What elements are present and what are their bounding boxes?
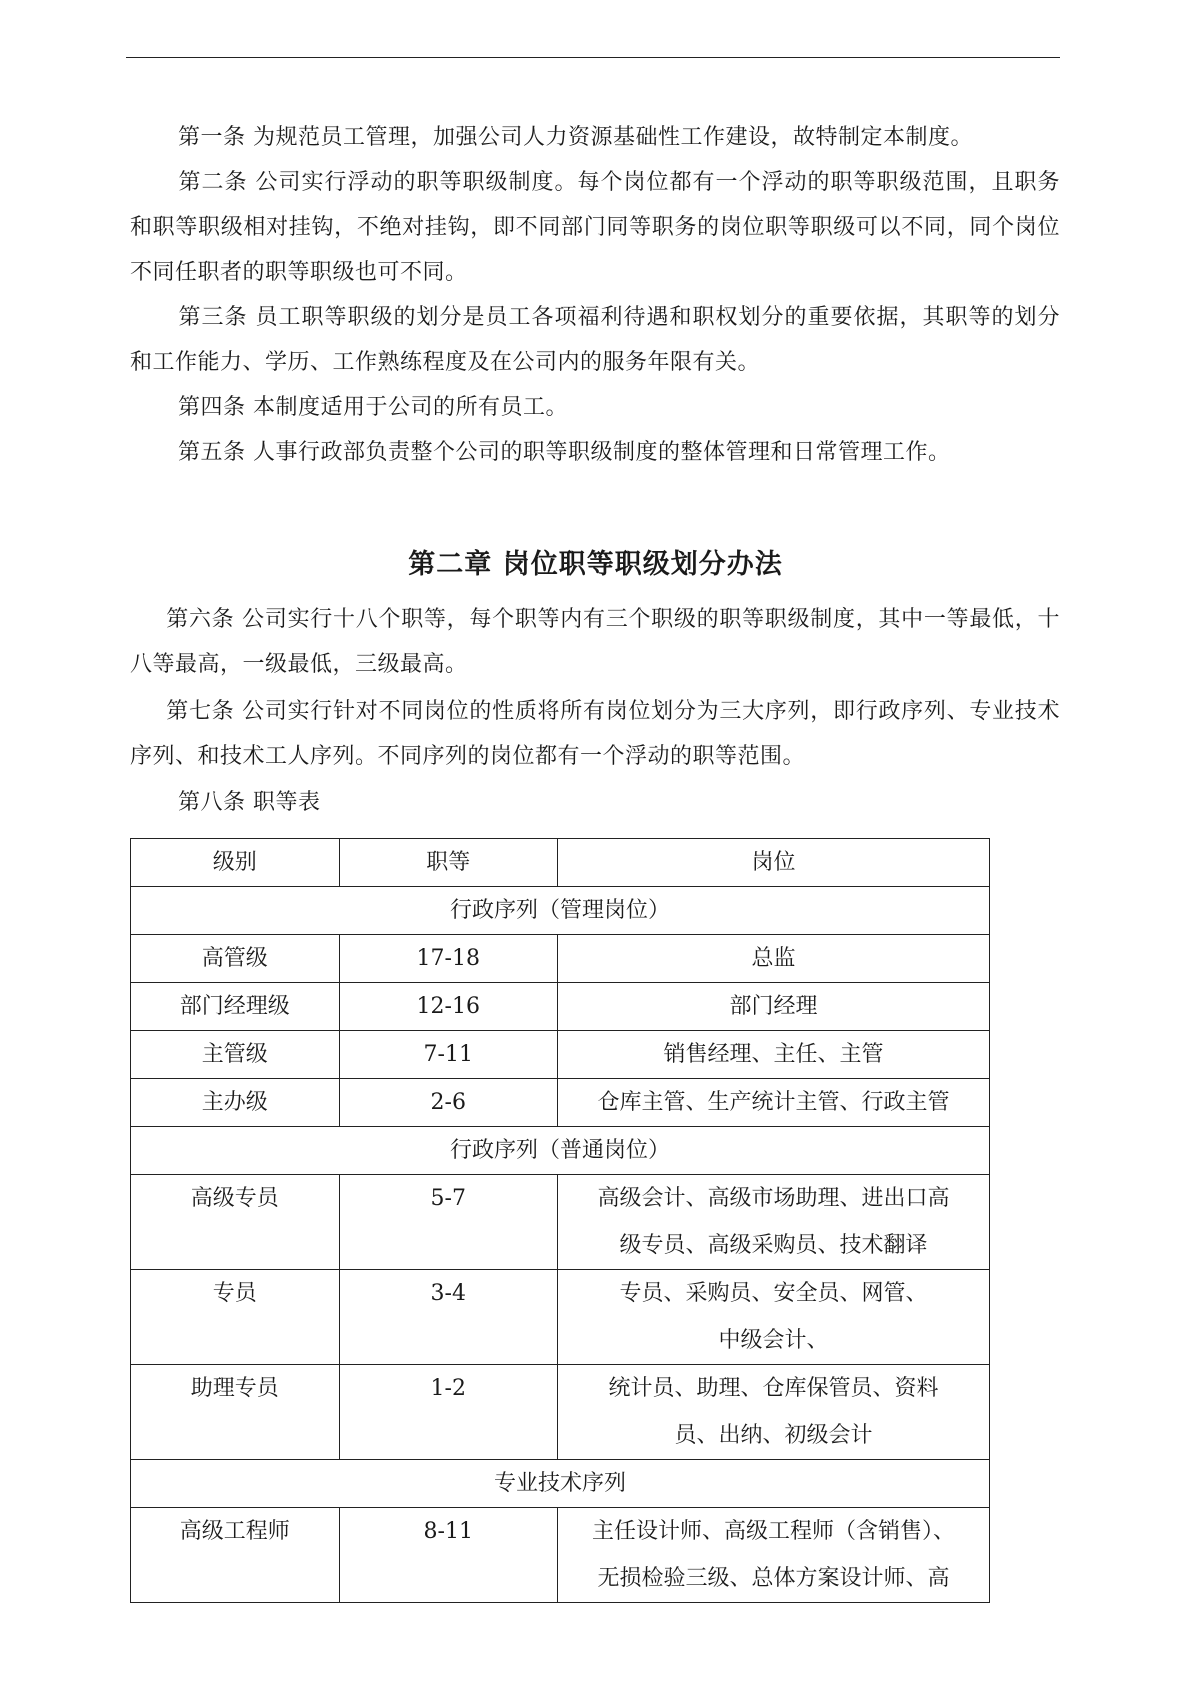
- post-line: 员、出纳、初级会计: [674, 1423, 873, 1448]
- table-row: [131, 1079, 990, 1127]
- cell-level: 高管级: [131, 935, 340, 983]
- header-grade: 职等: [339, 839, 558, 887]
- article-8: 第八条 职等表: [178, 790, 321, 815]
- post-line: 部门经理: [729, 994, 818, 1019]
- post-line: 统计员、助理、仓库保管员、资料: [608, 1376, 939, 1401]
- section-title: 专业技术序列: [131, 1460, 990, 1508]
- cell-posts: [558, 1079, 990, 1127]
- table-row: [131, 1508, 990, 1603]
- grade-table: [130, 838, 990, 1603]
- cell-posts: [558, 1365, 990, 1460]
- section-row: [131, 1460, 990, 1508]
- table-row: [131, 1365, 990, 1460]
- post-line: 总监: [751, 946, 796, 971]
- article-1: 第一条 为规范员工管理，加强公司人力资源基础性工作建设，故特制定本制度。: [178, 125, 973, 150]
- article-7: 第七条 公司实行针对不同岗位的性质将所有岗位划分为三大序列，即行政序列、专业技术序列、和技术工人序列。不同序列的岗位都有一个浮动的职等范围。: [130, 699, 1060, 769]
- cell-grade: 8-11: [339, 1508, 558, 1603]
- table-row: [131, 935, 990, 983]
- post-line: 高级会计、高级市场助理、进出口高: [597, 1186, 950, 1211]
- section-row: [131, 1127, 990, 1175]
- post-line: 专员、采购员、安全员、网管、: [619, 1281, 928, 1306]
- article-5: 第五条 人事行政部负责整个公司的职等职级制度的整体管理和日常管理工作。: [178, 440, 951, 465]
- cell-level: 主办级: [131, 1079, 340, 1127]
- cell-grade: 12-16: [339, 983, 558, 1031]
- article-2: 第二条 公司实行浮动的职等职级制度。每个岗位都有一个浮动的职等职级范围，且职务和职等职级相对挂钩，不绝对挂钩，即不同部门同等职务的岗位职等职级可以不同，同个岗位不同任职者的职等职级也可不同。: [130, 170, 1060, 285]
- article-6: 第六条 公司实行十八个职等，每个职等内有三个职级的职等职级制度，其中一等最低，十八等最高，一级最低，三级最高。: [130, 607, 1060, 677]
- cell-grade: 3-4: [339, 1270, 558, 1365]
- cell-posts: [558, 1270, 990, 1365]
- table-header-row: [131, 839, 990, 887]
- header-level: 级别: [131, 839, 340, 887]
- cell-grade: 1-2: [339, 1365, 558, 1460]
- cell-level: 助理专员: [131, 1365, 340, 1460]
- cell-grade: 17-18: [339, 935, 558, 983]
- post-line: 中级会计、: [718, 1328, 829, 1353]
- cell-level: 高级专员: [131, 1175, 340, 1270]
- post-line: 级专员、高级采购员、技术翻译: [619, 1233, 928, 1258]
- article-3: 第三条 员工职等职级的划分是员工各项福利待遇和职权划分的重要依据，其职等的划分和工作能力、学历、工作熟练程度及在公司内的服务年限有关。: [130, 305, 1060, 375]
- post-line: 销售经理、主任、主管: [663, 1042, 884, 1067]
- cell-posts: [558, 1508, 990, 1603]
- header-rule: [126, 57, 1060, 58]
- cell-posts: [558, 1031, 990, 1079]
- section-title: 行政序列（管理岗位）: [131, 887, 990, 935]
- cell-level: 主管级: [131, 1031, 340, 1079]
- cell-level: 专员: [131, 1270, 340, 1365]
- cell-posts: [558, 983, 990, 1031]
- table-row: [131, 1270, 990, 1365]
- chapter-title: 第二章 岗位职等职级划分办法: [408, 549, 783, 580]
- cell-posts: [558, 935, 990, 983]
- header-post: 岗位: [558, 839, 990, 887]
- post-line: 仓库主管、生产统计主管、行政主管: [597, 1090, 950, 1115]
- section-row: [131, 887, 990, 935]
- cell-grade: 2-6: [339, 1079, 558, 1127]
- cell-grade: 7-11: [339, 1031, 558, 1079]
- cell-level: 部门经理级: [131, 983, 340, 1031]
- table-row: [131, 983, 990, 1031]
- cell-level: 高级工程师: [131, 1508, 340, 1603]
- table-row: [131, 1031, 990, 1079]
- table-row: [131, 1175, 990, 1270]
- cell-grade: 5-7: [339, 1175, 558, 1270]
- section-title: 行政序列（普通岗位）: [131, 1127, 990, 1175]
- post-line: 主任设计师、高级工程师（含销售）、: [591, 1519, 955, 1544]
- post-line: 无损检验三级、总体方案设计师、高: [597, 1566, 950, 1591]
- cell-posts: [558, 1175, 990, 1270]
- article-4: 第四条 本制度适用于公司的所有员工。: [178, 395, 568, 420]
